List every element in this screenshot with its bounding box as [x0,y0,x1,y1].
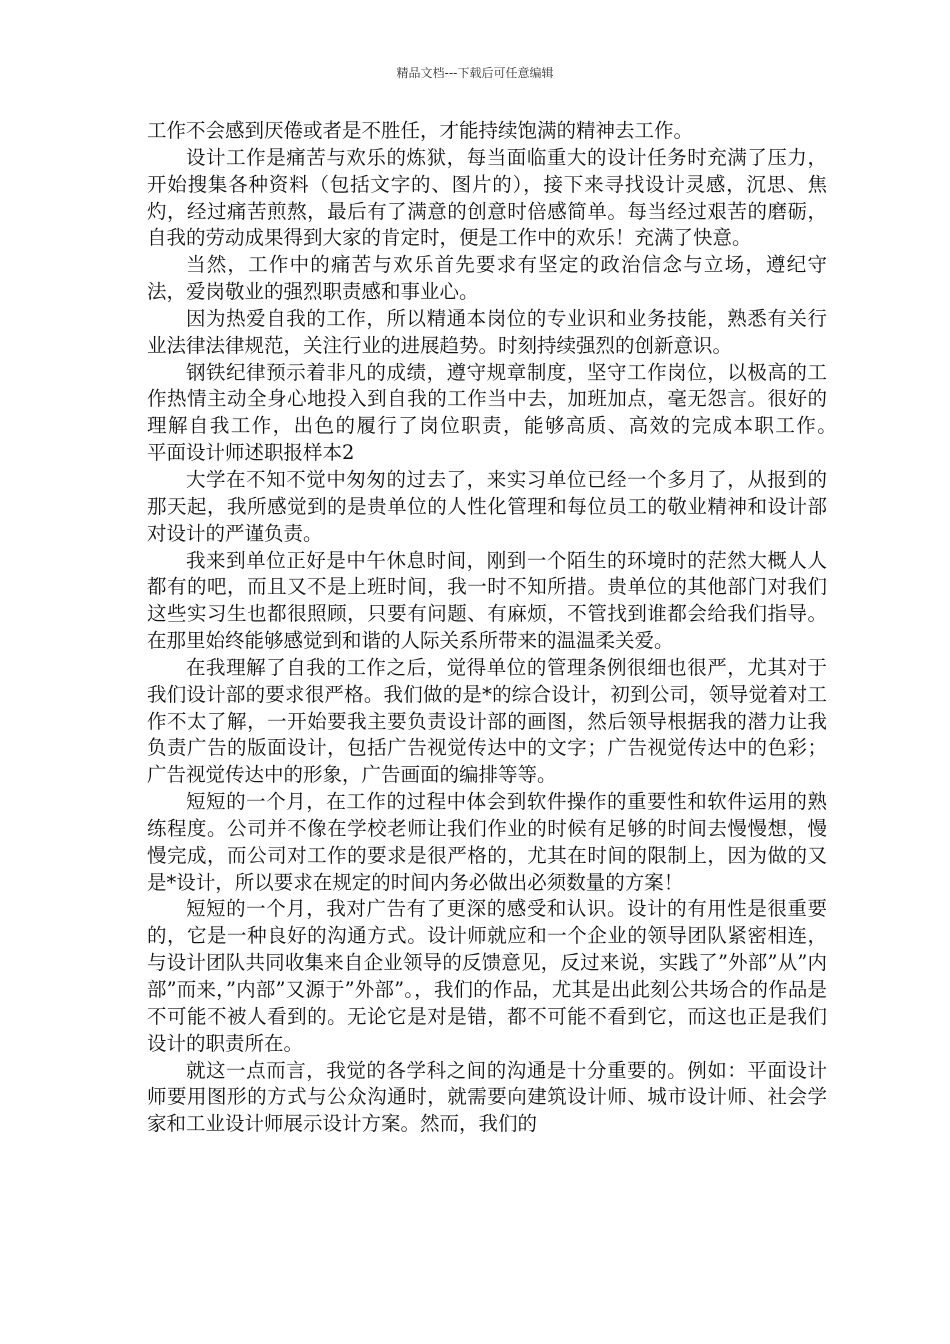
paragraph: 设计工作是痛苦与欢乐的炼狱，每当面临重大的设计任务时充满了压力，开始搜集各种资料（包括文字的、图片的），接下来寻找设计灵感，沉思、焦灼，经过痛苦煎熬，最后有了满意的创意时倍感简单。每当经过艰苦的磨砺，自我的劳动成果得到大家的肯定时，便是工作中的欢乐！充满了快意。 [147,145,827,250]
page-header: 精品文档---下载后可任意编辑 [396,66,554,80]
paragraph: 钢铁纪律预示着非凡的成绩，遵守规章制度，坚守工作岗位，以极高的工作热情主动全身心地投入到自我的工作当中去，加班加点，毫无怨言。很好的理解自我工作，出色的履行了岗位职责，能够高质、高效的完成本职工作。 平面设计师述职报样本2 [147,360,867,465]
paragraph: 工作不会感到厌倦或者是不胜任，才能持续饱满的精神去工作。 [147,119,694,142]
document-body [147,118,867,1138]
paragraph: 大学在不知不觉中匆匆的过去了，来实习单位已经一个多月了，从报到的那天起，我所感觉到的是贵单位的人性化管理和每位员工的敬业精神和设计部对设计的严谨负责。 [147,467,827,545]
paragraph: 就这一点而言，我觉的各学科之间的沟通是十分重要的。例如：平面设计师要用图形的方式与公众沟通时，就需要向建筑设计师、城市设计师、社会学家和工业设计师展示设计方案。然而，我们的 [147,1058,827,1136]
paragraph: 在我理解了自我的工作之后，觉得单位的管理条例很细也很严，尤其对于我们设计部的要求很严格。我们做的是*的综合设计，初到公司，领导觉着对工作不太了解，一开始要我主要负责设计部的画图，然后领导根据我的潜力让我负责广告的版面设计，包括广告视觉传达中的文字；广告视觉传达中的色彩；广告视觉传达中的形象，广告画面的编排等等。 [147,655,827,787]
paragraph: 短短的一个月，我对广告有了更深的感受和认识。设计的有用性是很重要的，它是一种良好的沟通方式。设计师就应和一个企业的领导团队紧密相连，与设计团队共同收集来自企业领导的反馈意见，反过来说，实践了”外部”从”内部”而来，”内部”又源于”外部”。，我们的作品，尤其是出此刻公共场合的作品是不可能不被人看到的。无论它是对是错，都不可能不看到它，而这也正是我们设计的职责所在。 [147,897,827,1055]
paragraph: 当然，工作中的痛苦与欢乐首先要求有坚定的政治信念与立场，遵纪守法，爱岗敬业的强烈职责感和事业心。 [147,253,827,304]
paragraph: 我来到单位正好是中午休息时间，刚到一个陌生的环境时的茫然大概人人都有的吧，而且又不是上班时间，我一时不知所措。贵单位的其他部门对我们这些实习生也都很照顾，只要有问题、有麻烦，不管找到谁都会给我们指导。在那里始终能够感觉到和谐的人际关系所带来的温温柔关爱。 [147,548,827,653]
paragraph: 短短的一个月，在工作的过程中体会到软件操作的重要性和软件运用的熟练程度。公司并不像在学校老师让我们作业的时候有足够的时间去慢慢想，慢慢完成，而公司对工作的要求是很严格的，尤其在时间的限制上，因为做的又是*设计，所以要求在规定的时间内务必做出必须数量的方案！ [147,790,827,894]
paragraph: 因为热爱自我的工作，所以精通本岗位的专业识和业务技能，熟悉有关行业法律法律规范，关注行业的进展趋势。时刻持续强烈的创新意识。 [147,306,827,357]
